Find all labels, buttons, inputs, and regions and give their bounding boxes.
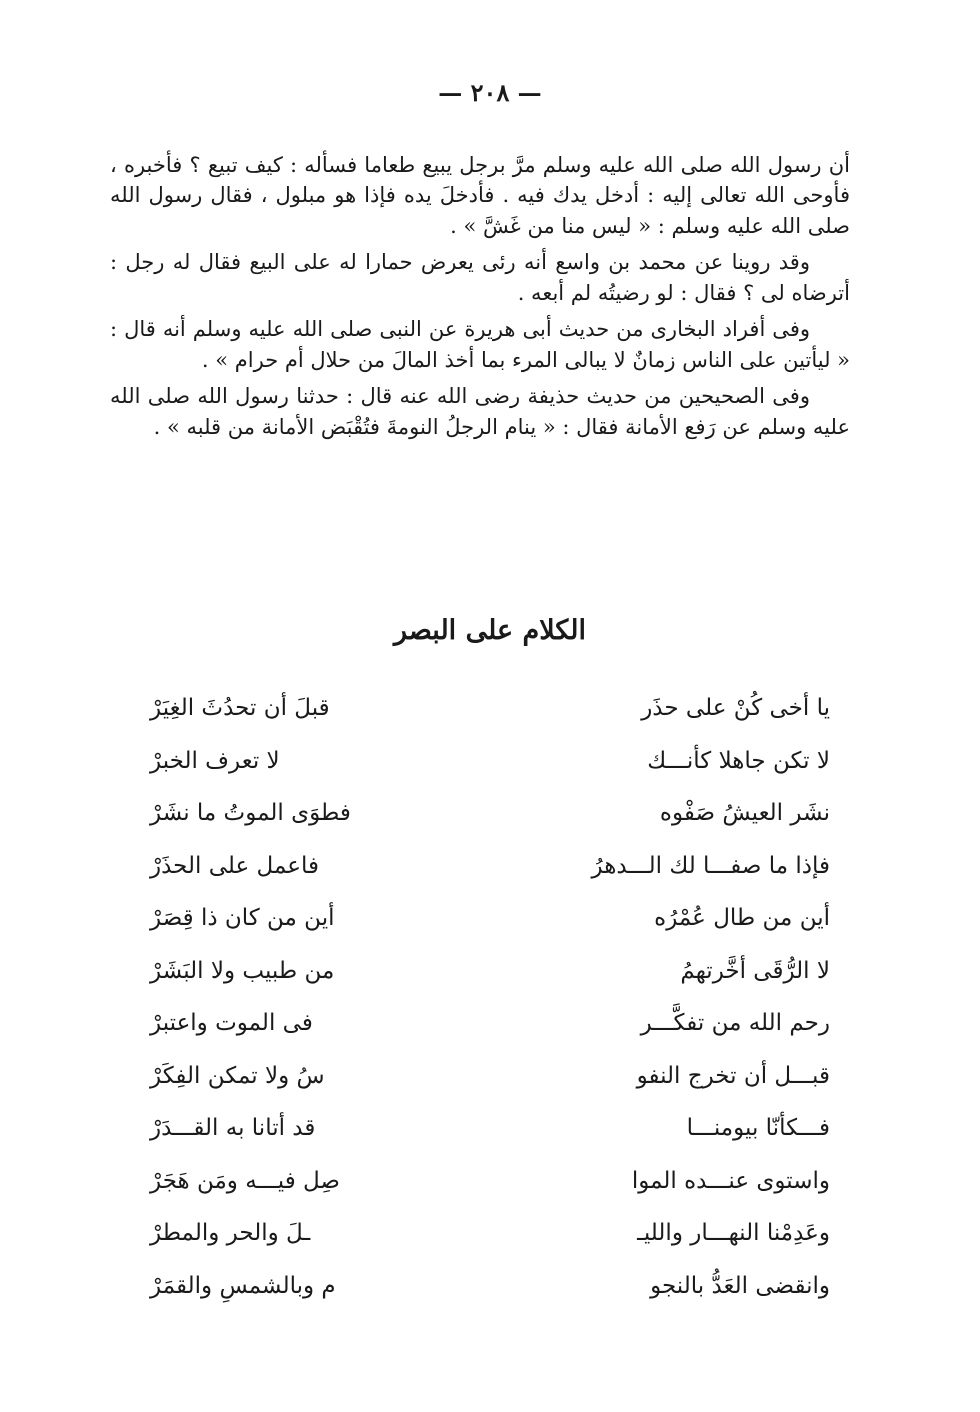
verse-first-hemistich: واستوى عنـــده الموا — [631, 1167, 830, 1194]
poem-verse — [150, 997, 830, 1050]
verse-first-hemistich: لا الرُّقَى أخَّرتهمُ — [680, 957, 830, 984]
paragraph: وفى أفراد البخارى من حديث أبى هريرة عن النبى صلى الله عليه وسلم أنه قال : « ليأتين على الناس زمانٌ لا يبالى المرء بما أخذ المالَ من حلال أم حرام » . — [110, 317, 850, 372]
poem-verse — [150, 840, 830, 893]
verse-second-hemistich: قبلَ أن تحدُثَ الغِيَرْ — [150, 695, 330, 722]
verse-first-hemistich: لا تكن جاهلا كأنـــك — [647, 747, 830, 774]
poem-verse — [150, 892, 830, 945]
verse-first-hemistich: فـــكأنّا بيومنـــا — [686, 1115, 830, 1142]
verse-second-hemistich: م وبالشمسِ والقمَرْ — [150, 1272, 336, 1299]
verse-second-hemistich: لا تعرف الخبرْ — [150, 747, 280, 774]
page-number: — ٢٠٨ — — [438, 78, 542, 107]
poem-verse — [150, 787, 830, 840]
poem-verse — [150, 682, 830, 735]
verse-second-hemistich: فطوَى الموتُ ما نشَرْ — [150, 800, 351, 827]
poem-verse — [150, 735, 830, 788]
verse-second-hemistich: أين من كان ذا قِصَرْ — [150, 905, 335, 932]
verse-first-hemistich: أين من طال عُمْرُه — [654, 905, 830, 932]
verse-first-hemistich: وعَدِمْنا النهـــار والليـ — [637, 1220, 830, 1247]
section-heading: الكلام على البصر — [393, 615, 586, 646]
poem-verse — [150, 1260, 830, 1313]
poem-verse — [150, 1102, 830, 1155]
verse-first-hemistich: قبـــل أن تخرج النفو — [636, 1062, 830, 1089]
verse-second-hemistich: من طبيب ولا البَشَرْ — [150, 957, 335, 984]
verse-second-hemistich: ـلَ والحر والمطرْ — [150, 1220, 311, 1247]
poem-verse — [150, 1207, 830, 1260]
verse-first-hemistich: نشَر العيشُ صَفْوه — [659, 800, 830, 827]
verse-second-hemistich: فى الموت واعتبرْ — [150, 1010, 313, 1037]
poem-verse — [150, 1155, 830, 1208]
verse-second-hemistich: صِل فيـــه ومَن هَجَرْ — [150, 1167, 340, 1194]
paragraph: وفى الصحيحين من حديث حذيفة رضى الله عنه قال : حدثنا رسول الله صلى الله عليه وسلم عن رَفع الأمانة فقال : « ينام الرجلُ النومةَ فتُقْبَض الأمانة من قلبه » . — [110, 384, 850, 439]
paragraph: وقد روينا عن محمد بن واسع أنه رئى يعرض حمارا له على البيع فقال له رجل : أترضاه لى ؟ فقال : لو رضيتُه لم أبعه . — [110, 250, 850, 305]
poem-verse — [150, 1050, 830, 1103]
poem-verse — [150, 945, 830, 998]
poem — [150, 682, 830, 1312]
verse-first-hemistich: فإذا ما صفـــا لك الـــدهرُ — [591, 852, 830, 879]
verse-second-hemistich: فاعمل على الحذَرْ — [150, 852, 319, 879]
verse-second-hemistich: سُ ولا تمكن الفِكَرْ — [150, 1062, 325, 1089]
paragraph: أن رسول الله صلى الله عليه وسلم مرَّ برجل يبيع طعاما فسأله : كيف تبيع ؟ فأخبره ، فأوحى الله تعالى إليه : أدخل يدك فيه . فأدخلَ يده فإذا هو مبلول ، فقال رسول الله صلى الله عليه وسلم : « ليس منا من غَشَّ » . — [110, 153, 850, 238]
verse-first-hemistich: يا أخى كُنْ على حذَر — [641, 695, 830, 722]
verse-first-hemistich: رحم الله من تفكَّـــر — [640, 1010, 830, 1037]
verse-second-hemistich: قد أتانا به القـــدَرْ — [150, 1115, 316, 1142]
prose-body — [110, 150, 850, 448]
verse-first-hemistich: وانقضى العَدُّ بالنجو — [650, 1272, 830, 1299]
